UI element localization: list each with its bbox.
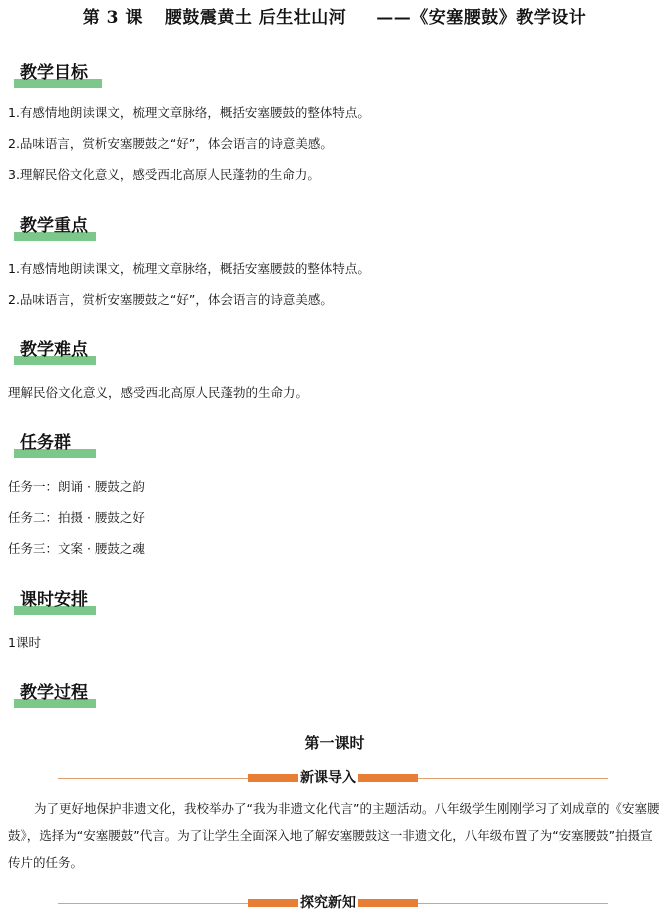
lesson-number: 第 3 课 <box>82 8 143 28</box>
section-heading-goals: 教学目标 <box>14 60 88 90</box>
lesson-main-title: 腰鼓震黄土 后生壮山河 <box>164 8 347 28</box>
task-item-2: 任务二：拍摄 · 腰鼓之好 <box>8 510 145 525</box>
section-heading-tasks: 任务群 <box>14 430 71 460</box>
divider-explore <box>58 893 608 913</box>
first-lesson-title: 第一课时 <box>304 734 365 752</box>
task-item-3: 任务三：文案 · 腰鼓之魂 <box>8 541 145 556</box>
section-heading-difficulties: 教学难点 <box>14 337 88 367</box>
difficulty-item-1: 理解民俗文化意义，感受西北高原人民蓬勃的生命力。 <box>8 385 309 400</box>
task-item-1: 任务一：朗诵 · 腰鼓之韵 <box>8 479 145 494</box>
explore-label: 探究新知 <box>300 895 356 911</box>
divider-intro <box>58 768 608 788</box>
section-heading-key-points: 教学重点 <box>14 213 88 243</box>
goal-item-1: 1.有感情地朗读课文，梳理文章脉络，概括安塞腰鼓的整体特点。 <box>8 105 370 120</box>
key-point-item-2: 2.品味语言，赏析安塞腰鼓之“好”，体会语言的诗意美感。 <box>8 292 333 307</box>
intro-paragraph: 为了更好地保护非遗文化，我校举办了“我为非遗文化代言”的主题活动。八年级学生刚刚学习了刘成章的《安塞腰鼓》，选择为“安塞腰鼓”代言。为了让学生全面深入地了解安塞腰鼓这一非遗文化，八年级布置了为“安塞腰鼓”拍摄宣传片的任务。 <box>8 801 660 870</box>
goal-item-2: 2.品味语言，赏析安塞腰鼓之“好”，体会语言的诗意美感。 <box>8 136 333 151</box>
intro-label: 新课导入 <box>300 770 356 786</box>
document-title <box>0 3 669 28</box>
schedule-item-1: 1课时 <box>8 635 41 650</box>
section-heading-process: 教学过程 <box>14 680 88 710</box>
key-point-item-1: 1.有感情地朗读课文，梳理文章脉络，概括安塞腰鼓的整体特点。 <box>8 261 370 276</box>
section-heading-schedule: 课时安排 <box>14 587 88 617</box>
goal-item-3: 3.理解民俗文化意义，感受西北高原人民蓬勃的生命力。 <box>8 167 320 182</box>
lesson-subtitle: ——《安塞腰鼓》教学设计 <box>376 8 587 28</box>
